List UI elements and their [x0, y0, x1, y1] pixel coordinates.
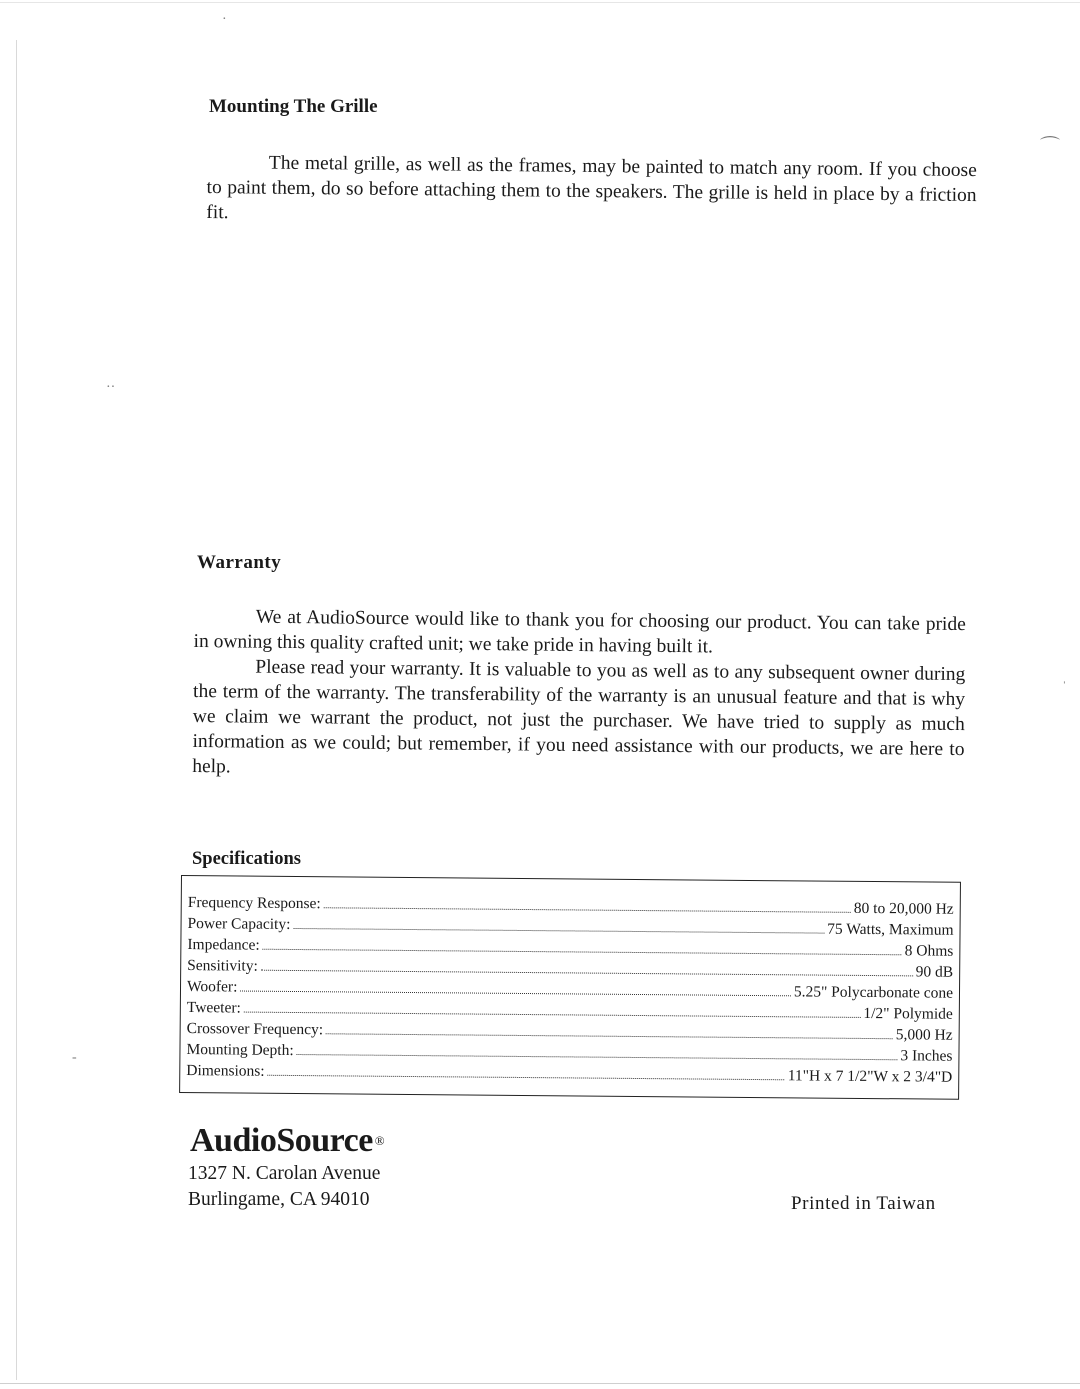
brand-logo [190, 1122, 384, 1160]
specifications-table [179, 875, 961, 1100]
spec-leader-dots [244, 1000, 861, 1018]
warranty-paragraph: We at AudioSource would like to thank you for choosing our product. You can take pride in owning this quality crafted unit; we take pride in having built it. [193, 606, 966, 658]
spec-label: Impedance: [187, 936, 260, 954]
spec-label: Tweeter: [186, 999, 241, 1017]
scan-speck: · [222, 12, 227, 27]
spec-value: 8 Ohms [904, 942, 954, 960]
spec-label: Woofer: [186, 978, 238, 996]
spec-value: 80 to 20,000 Hz [853, 899, 954, 918]
spec-leader-dots [268, 1063, 785, 1081]
registered-mark: ® [374, 1133, 385, 1148]
brand-name: AudioSource [190, 1122, 373, 1159]
printed-in-note: Printed in Taiwan [791, 1193, 936, 1214]
grille-paragraph: The metal grille, as well as the frames, may be painted to match any room. If you choose to paint them, do so before attaching them to the speakers. The grille is held in place by a friction fit. [206, 152, 977, 224]
scan-edge-bottom [0, 1383, 1080, 1384]
scan-speck: - [72, 1050, 77, 1065]
spec-leader-dots [326, 1021, 893, 1039]
address-line-1: 1327 N. Carolan Avenue [188, 1163, 381, 1184]
scan-edge-top [0, 2, 1080, 3]
scan-mark: ⌒ [1040, 136, 1060, 158]
spec-leader-dots [324, 895, 851, 913]
warranty-section-title: Warranty [197, 552, 282, 573]
spec-leader-dots [263, 937, 902, 956]
grille-section-title: Mounting The Grille [209, 96, 378, 117]
spec-value: 75 Watts, Maximum [827, 920, 954, 939]
scan-edge-left [16, 40, 17, 1380]
spec-label: Mounting Depth: [186, 1041, 294, 1059]
grille-section-body [206, 150, 977, 233]
spec-value: 11"H x 7 1/2"W x 2 3/4"D [787, 1067, 953, 1086]
spec-leader-dots [240, 979, 791, 997]
spec-label: Crossover Frequency: [186, 1020, 324, 1039]
address-line-2: Burlingame, CA 94010 [188, 1189, 370, 1210]
specifications-title: Specifications [192, 849, 301, 869]
spec-value: 5,000 Hz [895, 1026, 953, 1044]
scan-speck: ·· [106, 380, 116, 395]
spec-label: Frequency Response: [187, 894, 321, 913]
scan-speck: ˈ [1062, 680, 1067, 695]
warranty-paragraph: Please read your warranty. It is valuable to you as well as to any subsequent owner during the term of the warranty. The transferability of the warranty is an unusual feature and that is why we claim we warrant the product, not just the purchaser. We have tried to supply as much information as we could; but remember, if you need assistance with our products, we are here to help. [192, 656, 966, 778]
spec-value: 90 dB [915, 963, 954, 981]
spec-value: 5.25" Polycarbonate cone [793, 983, 954, 1002]
warranty-section-body [192, 604, 966, 787]
spec-label: Dimensions: [186, 1062, 265, 1080]
spec-value: 1/2" Polymide [863, 1004, 953, 1023]
spec-label: Sensitivity: [187, 957, 258, 975]
spec-leader-dots [297, 1042, 898, 1060]
spec-value: 3 Inches [900, 1047, 953, 1065]
spec-leader-dots [293, 916, 824, 934]
spec-label: Power Capacity: [187, 915, 291, 933]
spec-leader-dots [261, 958, 913, 977]
